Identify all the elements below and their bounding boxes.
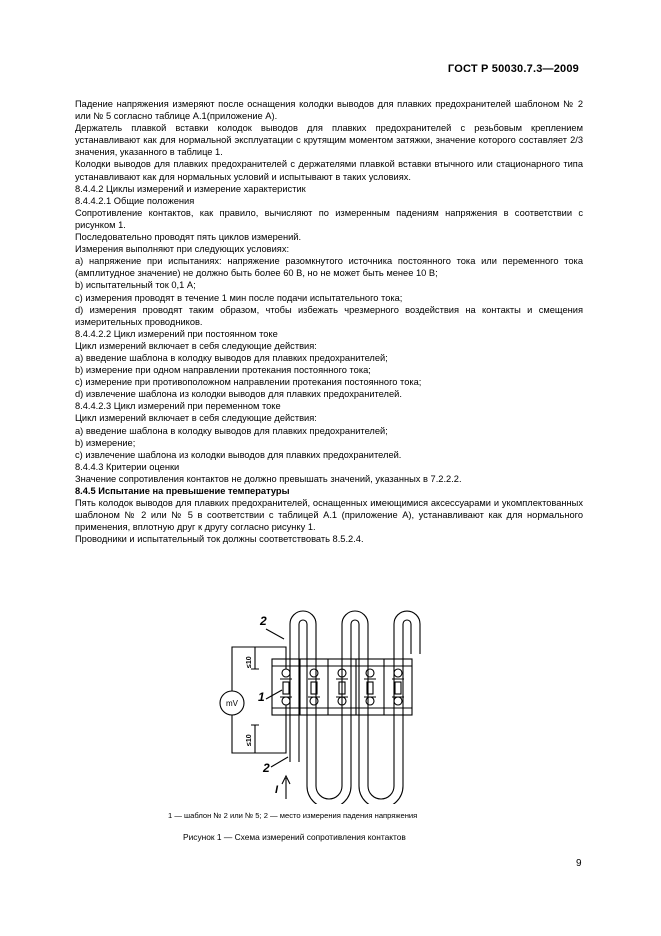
figure-legend: 1 — шаблон № 2 или № 5; 2 — место измерения падения напряжения: [168, 811, 418, 820]
figure-1: [200, 594, 440, 804]
paragraph: Измерения выполняют при следующих условиях:: [75, 244, 290, 255]
list-item: d) извлечение шаблона из колодки выводов для плавких предохранителей.: [75, 389, 402, 400]
callout-1: 1: [258, 690, 265, 704]
list-item: c) измерение при противоположном направлении протекания постоянного тока;: [75, 377, 422, 388]
fuse-link: [283, 682, 289, 694]
page-number: 9: [576, 858, 582, 869]
paragraph: Пять колодок выводов для плавких предохранителей, оснащенных имеющимися аксессуарами и укомплектованных шаблоном № 2 или № 5 в соответствии с таблицей А.1 (приложение А), устанавливают как для нормального применения, вплотную друг к другу согласно рисунку 1.: [75, 498, 583, 533]
figure-caption: Рисунок 1 — Схема измерений сопротивления контактов: [183, 832, 406, 842]
paragraph: Сопротивление контактов, как правило, вычисляют по измеренным падениям напряжения в соответствии с рисунком 1.: [75, 207, 583, 230]
terminal: [310, 669, 318, 677]
list-item: b) испытательный ток 0,1 А;: [75, 280, 196, 291]
paragraph: Проводники и испытательный ток должны соответствовать 8.5.2.4.: [75, 534, 364, 545]
terminal: [366, 697, 374, 705]
paragraph: Колодки выводов для плавких предохранителей с держателями плавкой вставки втычного или стационарного типа устанавливают как для нормальных условий и испытывают в таких условиях.: [75, 159, 583, 182]
list-item: b) измерение;: [75, 437, 136, 448]
conductor-loop: [290, 611, 420, 799]
section-heading: 8.4.4.3 Критерии оценки: [75, 461, 180, 472]
section-heading: 8.4.4.2.1 Общие положения: [75, 195, 195, 206]
current-label: I: [275, 784, 279, 796]
terminal: [310, 697, 318, 705]
callout-2: 2: [263, 761, 270, 775]
dimension-label: ≤10: [246, 656, 253, 668]
terminal: [282, 669, 290, 677]
list-item: c) измерения проводят в течение 1 мин после подачи испытательного тока;: [75, 292, 403, 303]
callout-2: 2: [260, 614, 267, 628]
list-item: a) напряжение при испытаниях: напряжение разомкнутого источника постоянного тока или переменного тока (амплитудное значение) не должно быть более 60 В, но не может быть менее 10 В;: [75, 256, 583, 279]
list-item: c) извлечение шаблона из колодки выводов для плавких предохранителей.: [75, 449, 402, 460]
paragraph: Значение сопротивления контактов не должно превышать значений, указанных в 7.2.2.2.: [75, 473, 462, 484]
terminal: [394, 669, 402, 677]
section-heading: 8.4.4.2 Циклы измерений и измерение характеристик: [75, 183, 306, 194]
paragraph: Падение напряжения измеряют после оснащения колодки выводов для плавких предохранителей шаблоном № 2 или № 5 согласно таблице А.1(приложение А).: [75, 99, 583, 122]
paragraph: Последовательно проводят пять циклов измерений.: [75, 232, 302, 243]
body-text: [75, 98, 583, 545]
terminal: [282, 697, 290, 705]
terminal: [394, 697, 402, 705]
section-heading: 8.4.4.2.2 Цикл измерений при постоянном токе: [75, 328, 278, 339]
dimension-label: ≤10: [246, 734, 253, 746]
paragraph: Держатель плавкой вставки колодок выводов для плавких предохранителей с резьбовым креплением устанавливают как для нормальной эксплуатации с крутящим моментом затяжки, значение которого составляет 2/3 значения, указанного в таблице 1.: [75, 123, 583, 158]
list-item: a) введение шаблона в колодку выводов для плавких предохранителей;: [75, 352, 388, 363]
fuse-link: [395, 682, 401, 694]
paragraph: Цикл измерений включает в себя следующие действия:: [75, 340, 317, 351]
section-heading: 8.4.5 Испытание на превышение температуры: [75, 486, 290, 496]
list-item: a) введение шаблона в колодку выводов для плавких предохранителей;: [75, 425, 388, 436]
paragraph: Цикл измерений включает в себя следующие действия:: [75, 413, 317, 424]
list-item: b) измерение при одном направлении протекания постоянного тока;: [75, 365, 371, 376]
terminal: [366, 669, 374, 677]
list-item: d) измерения проводят таким образом, чтобы избежать чрезмерного воздействия на контакты и смещения измерительных проводников.: [75, 304, 583, 327]
document-header: ГОСТ Р 50030.7.3—2009: [447, 63, 579, 75]
meter-label: mV: [226, 699, 238, 708]
section-heading: 8.4.4.2.3 Цикл измерений при переменном токе: [75, 401, 281, 412]
measurement-diagram: [200, 594, 440, 804]
